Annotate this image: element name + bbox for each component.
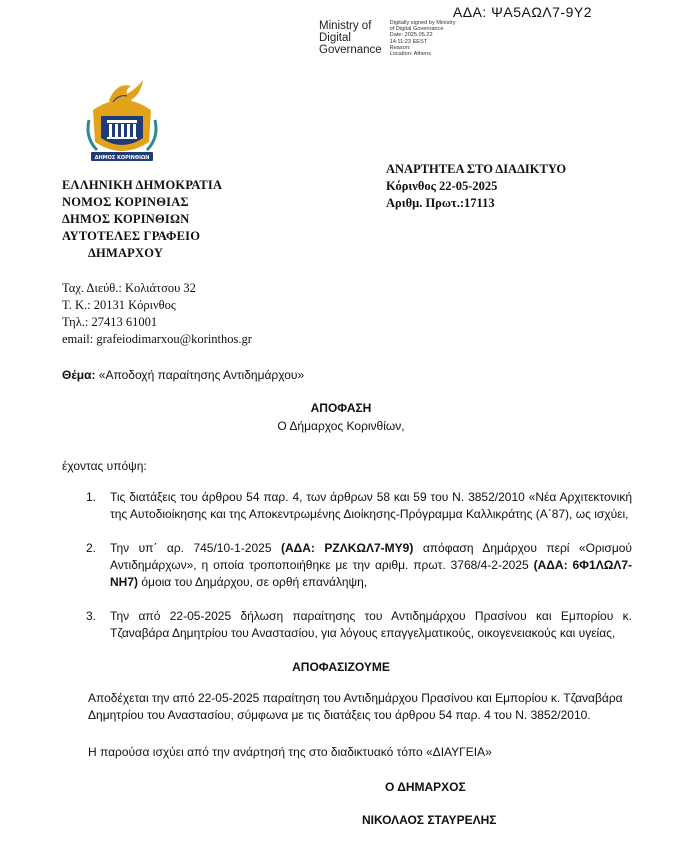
signature-details: Digitally signed by Ministry of Digital Governance Date: 2025.05.22 14:11:23 EEST Reason: Location: Athens [389, 20, 456, 58]
posting-details [386, 161, 566, 212]
municipality-logo-icon [79, 76, 165, 166]
validity-paragraph: Η παρούσα ισχύει από την ανάρτησή της στο διαδικτυακό τόπο «ΔΙΑΥΓΕΙΑ» [88, 745, 492, 759]
ada-header-code: ΑΔΑ: ΨΑ5ΑΩΛ7-9Υ2 [452, 4, 592, 20]
decision-title: ΑΠΟΦΑΣΗ [310, 401, 372, 415]
list-item: 1. Τις διατάξεις του άρθρου 54 παρ. 4, των άρθρων 58 και 59 του Ν. 3852/2010 «Νέα Αρχιτεκτονική της Αυτοδιοίκησης και της Αποκεντρωμένης Διοίκησης-Πρόγραμμα Καλλικράτης (Α΄87), ως ισχύει, [86, 490, 632, 521]
place-date: Κόρινθος 22-05-2025 [386, 179, 498, 193]
digital-signature-stamp [319, 20, 456, 57]
issuing-authority: ΕΛΛΗΝΙΚΗ ΔΗΜΟΚΡΑΤΙΑ ΝΟΜΟΣ ΚΟΡΙΝΘΙΑΣ ΔΗΜΟΣ ΚΟΡΙΝΘΙΩΝ ΑΥΤΟΤΕΛΕΣ ΓΡΑΦΕΙΟ ΔΗΜΑΡΧΟΥ [62, 178, 223, 260]
contact-address: Ταχ. Διεύθ.: Κολιάτσου 32 Τ. Κ.: 20131 Κόρινθος Τηλ.: 27413 61001 email: grafeiodimarxou@korinthos.gr [62, 281, 252, 346]
protocol-number: Αριθμ. Πρωτ.:17113 [386, 196, 495, 210]
ada-reference: (ΑΔΑ: 6Φ1ΛΩΛ7-ΝΗ7) [110, 558, 632, 589]
svg-text:ΔΗΜΟΣ ΚΟΡΙΝΘΙΩΝ: ΔΗΜΟΣ ΚΟΡΙΝΘΙΩΝ [94, 154, 150, 161]
list-item: 3. Την από 22-05-2025 δήλωση παραίτησης του Αντιδημάρχου Πρασίνου και Εμπορίου κ. Τζαναβάρα Δημητρίου του Αναστασίου, για λόγους επαγγελματικούς, οικογενειακούς και υγείας, [86, 609, 632, 640]
having-in-view: έχοντας υπόψη: [62, 459, 147, 473]
we-decide-heading: ΑΠΟΦΑΣΙΖΟΥΜΕ [292, 660, 390, 674]
email-address: email: grafeiodimarxou@korinthos.gr [62, 332, 252, 346]
signer-title: Ο ΔΗΜΑΡΧΟΣ [385, 780, 466, 794]
list-item: 2. Την υπ΄ αρ. 745/10-1-2025 (ΑΔΑ: ΡΖΛΚΩΛ7-ΜΥ9) απόφαση Δημάρχου περί «Ορισμού Αντιδημάρχων», η οποία τροποποιήθηκε με την αριθμ. πρωτ. 3768/4-2-2025 (ΑΔΑ: 6Φ1ΛΩΛ7-ΝΗ7) όμοια του Δημάρχου, σε ορθή επανάληψη, [86, 541, 632, 589]
posting-notice: ΑΝΑΡΤΗΤΕΑ ΣΤΟ ΔΙΑΔΙΚΤΥΟ [386, 162, 567, 176]
signer-organization: Ministry of Digital Governance [319, 20, 382, 56]
acceptance-paragraph: Αποδέχεται την από 22-05-2025 παραίτηση του Αντιδημάρχου Πρασίνου και Εμπορίου κ. Τζαναβάρα Δημητρίου του Αναστασίου, σύμφωνα με τις διατάξεις του άρθρου 54 παρ. 4 του Ν. 3852/2010. [88, 691, 623, 722]
signer-name: ΝΙΚΟΛΑΟΣ ΣΤΑΥΡΕΛΗΣ [362, 813, 497, 827]
ada-reference: (ΑΔΑ: ΡΖΛΚΩΛ7-ΜΥ9) [280, 541, 414, 555]
subject-line: Θέμα: «Αποδοχή παραίτησης Αντιδημάρχου» [62, 368, 305, 382]
mayor-line: Ο Δήμαρχος Κορινθίων, [277, 419, 405, 433]
